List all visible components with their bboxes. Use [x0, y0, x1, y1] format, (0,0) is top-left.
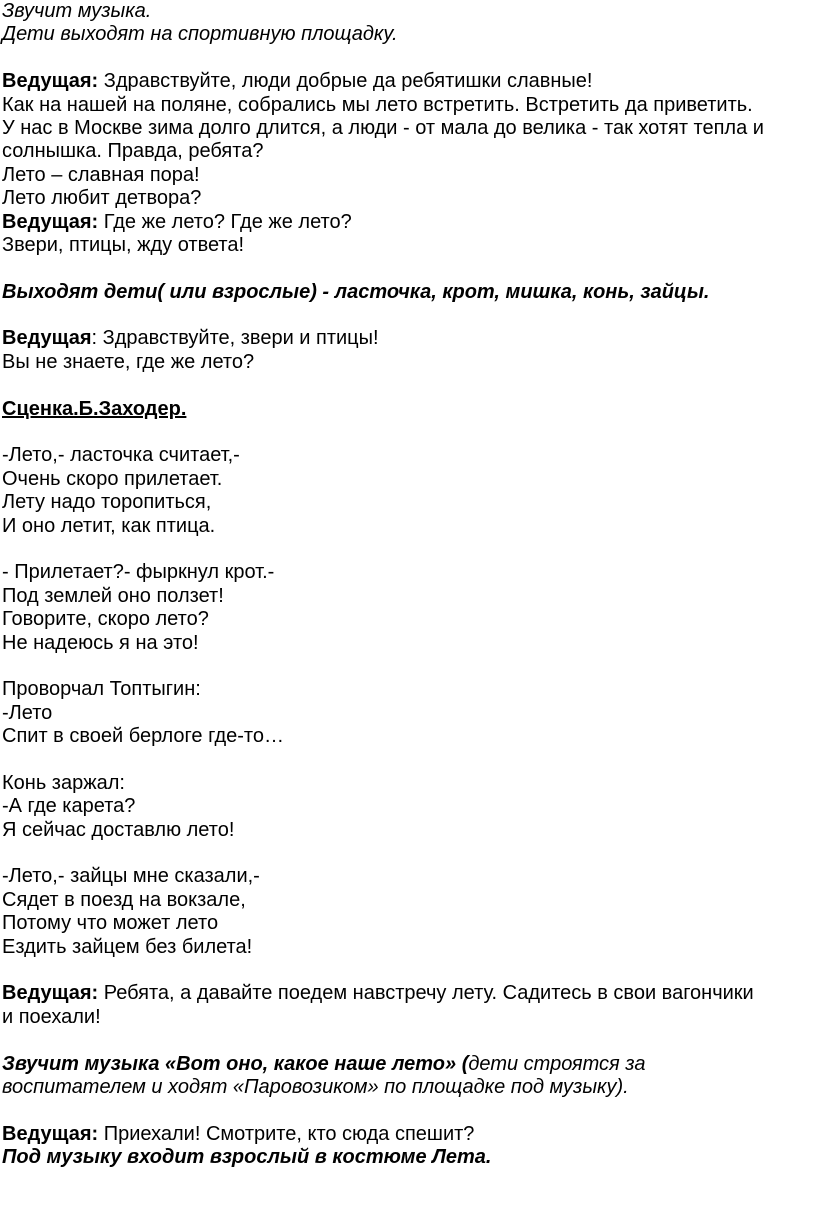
- stage-direction-characters: Выходят дети( или взрослые) - ласточка, крот, мишка, конь, зайцы.: [2, 280, 710, 303]
- spacer: [2, 655, 814, 678]
- poem-line: Под землей оно ползет!: [2, 584, 224, 607]
- speech-text: Ребята, а давайте поедем навстречу лету. Садитесь в свои вагончики: [98, 982, 754, 1005]
- spacer: [2, 421, 814, 444]
- paragraph-line: Вы не знаете, где же лето?: [2, 350, 255, 373]
- paragraph-line: У нас в Москве зима долго длится, а люди - от мала до велика - так хотят тепла и: [2, 116, 764, 139]
- poem-line: Спит в своей берлоге где-то…: [2, 725, 284, 748]
- poem-line: Потому что может лето: [2, 912, 219, 935]
- poem-line: - Прилетает?- фыркнул крот.-: [2, 561, 275, 584]
- poem-line: Очень скоро прилетает.: [2, 467, 223, 490]
- spacer: [2, 1029, 814, 1052]
- paragraph-line: Лето – славная пора!: [2, 163, 200, 186]
- speech-text: Где же лето? Где же лето?: [98, 210, 352, 233]
- poem-line: Проворчал Топтыгин:: [2, 678, 201, 701]
- poem-line: -А где карета?: [2, 795, 136, 818]
- spacer: [2, 374, 814, 397]
- paragraph-line: солнышка. Правда, ребята?: [2, 140, 264, 163]
- poem-line: -Лето,- зайцы мне сказали,-: [2, 865, 260, 888]
- stage-direction-music: Звучит музыка.: [2, 0, 152, 22]
- stage-direction-song: [2, 1053, 814, 1076]
- host-greeting: [2, 70, 814, 93]
- speaker-label: Ведущая: [2, 327, 92, 350]
- spacer: [2, 1099, 814, 1122]
- speech-text: Здравствуйте, люди добрые да ребятишки славные!: [98, 70, 593, 93]
- speaker-label: Ведущая:: [2, 1122, 99, 1145]
- poem-line: -Лето,- ласточка считает,-: [2, 444, 240, 467]
- spacer: [2, 257, 814, 280]
- paragraph-line: Как на нашей на поляне, собрались мы лето встретить. Встретить да приветить.: [2, 93, 753, 116]
- host-arrival: [2, 1123, 814, 1146]
- poem-line: Ездить зайцем без билета!: [2, 935, 253, 958]
- paragraph-line: Звери, птицы, жду ответа!: [2, 233, 245, 256]
- paragraph-line: и поехали!: [2, 1005, 101, 1028]
- poem-line: Сядет в поезд на вокзале,: [2, 888, 246, 911]
- host-greets-animals: [2, 327, 814, 350]
- stage-note-line: воспитателем и ходят «Паровозиком» по площадке под музыку).: [2, 1075, 629, 1098]
- document-page: [2, 0, 814, 1170]
- stage-direction-summer-enters: Под музыку входит взрослый в костюме Лета.: [2, 1146, 492, 1169]
- poem-line: Я сейчас доставлю лето!: [2, 818, 235, 841]
- poem-line: Не надеюсь я на это!: [2, 631, 199, 654]
- poem-line: Лету надо торопиться,: [2, 491, 212, 514]
- speech-text: Приехали! Смотрите, кто сюда спешит?: [98, 1122, 475, 1145]
- scene-title: Сценка.Б.Заходер.: [2, 397, 187, 420]
- paragraph-line: Лето любит детвора?: [2, 187, 202, 210]
- spacer: [2, 959, 814, 982]
- spacer: [2, 749, 814, 772]
- stage-direction-children-enter: Дети выходят на спортивную площадку.: [2, 23, 398, 46]
- poem-line: Говорите, скоро лето?: [2, 608, 209, 631]
- spacer: [2, 304, 814, 327]
- poem-line: И оно летит, как птица.: [2, 514, 216, 537]
- host-invitation: [2, 982, 814, 1005]
- spacer: [2, 842, 814, 865]
- stage-note: дети строятся за: [468, 1052, 646, 1075]
- speaker-label: Ведущая:: [2, 982, 99, 1005]
- poem-line: -Лето: [2, 701, 53, 724]
- speaker-label: Ведущая:: [2, 210, 99, 233]
- spacer: [2, 47, 814, 70]
- speech-text: : Здравствуйте, звери и птицы!: [91, 327, 379, 350]
- spacer: [2, 538, 814, 561]
- speaker-label: Ведущая:: [2, 70, 99, 93]
- song-title: Звучит музыка «Вот оно, какое наше лето» (: [2, 1052, 469, 1075]
- poem-line: Конь заржал:: [2, 771, 125, 794]
- host-question: [2, 211, 814, 234]
